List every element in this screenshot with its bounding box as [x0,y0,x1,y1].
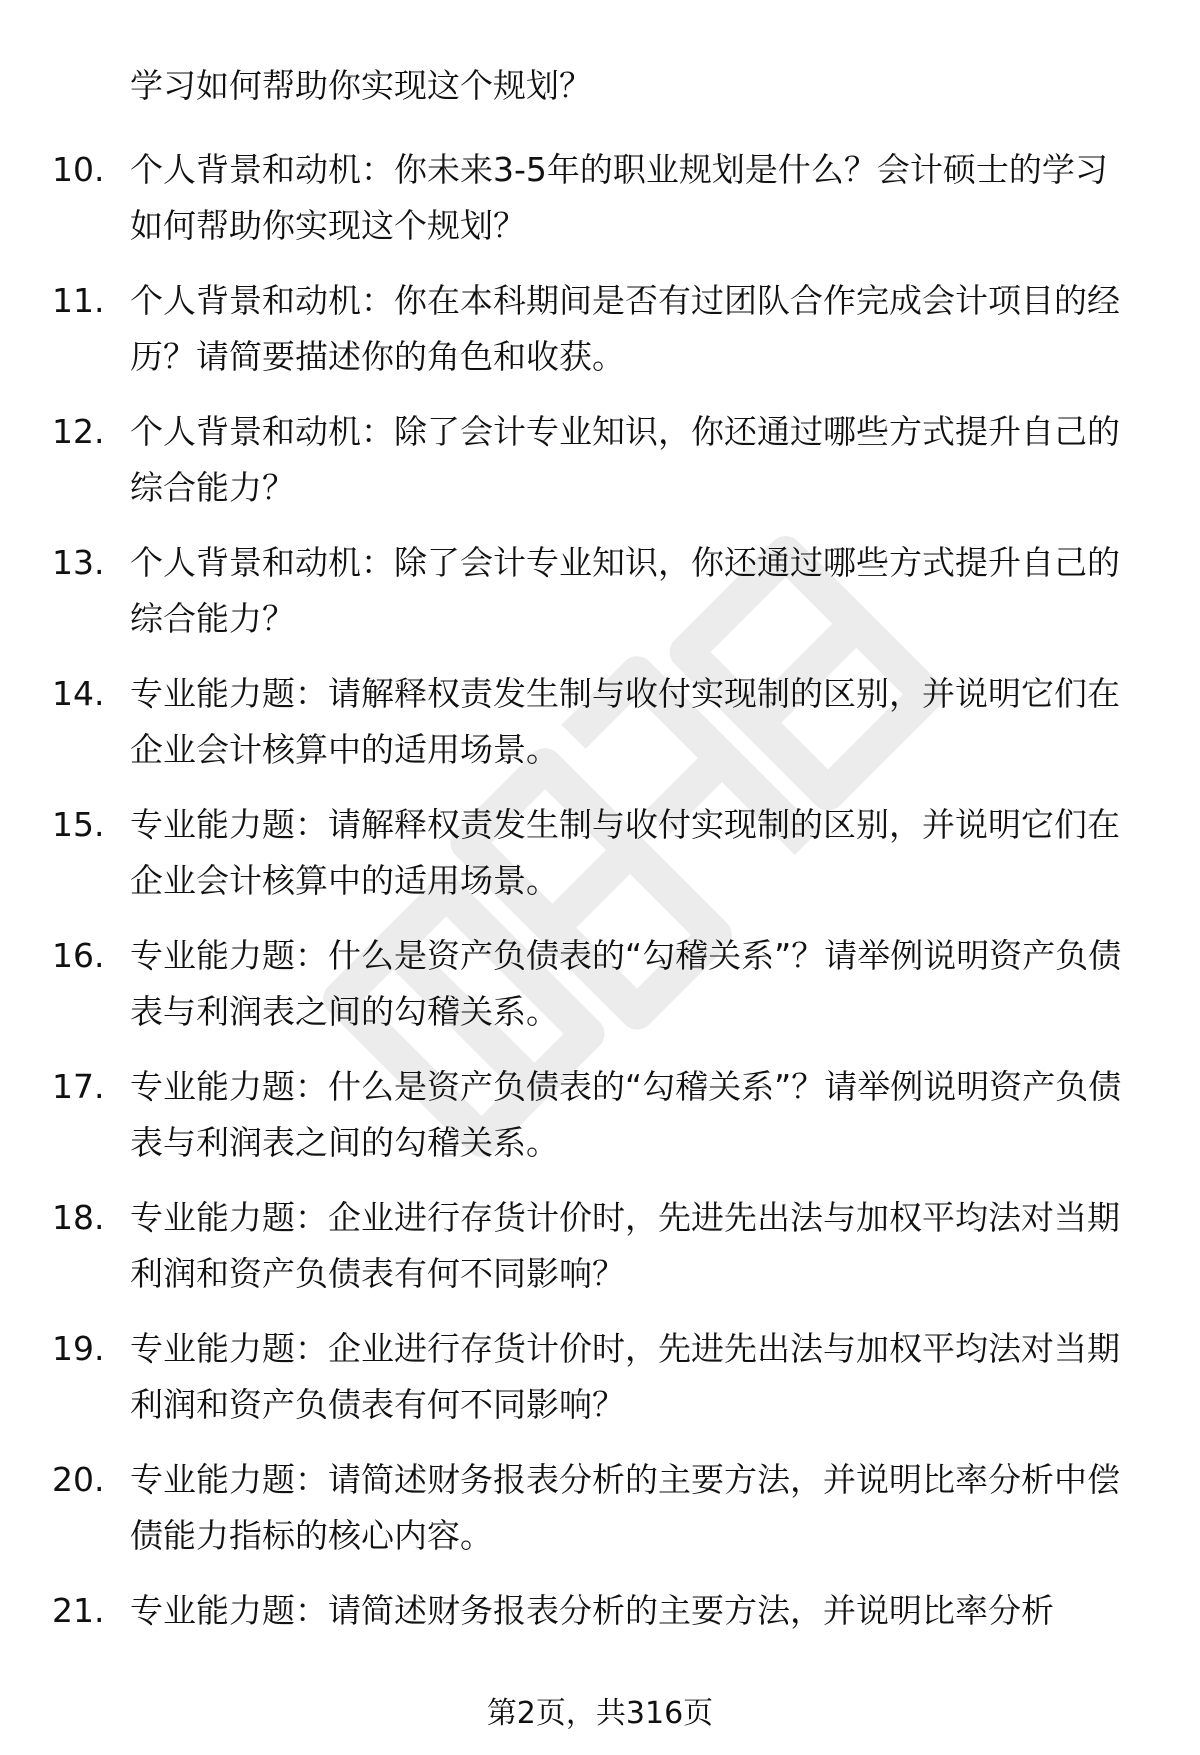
question-number: 11. [52,281,105,320]
question-number: 13. [52,543,105,582]
question-item [0,1190,1200,1321]
question-text: 个人背景和动机：除了会计专业知识，你还通过哪些方式提升自己的综合能力？ [130,543,1120,638]
question-number: 12. [52,412,105,451]
continuation-text: 学习如何帮助你实现这个规划？ [130,66,592,105]
question-text: 个人背景和动机：你未来3-5年的职业规划是什么？会计硕士的学习如何帮助你实现这个规划？ [130,150,1108,245]
question-item [0,404,1200,535]
question-text: 专业能力题：请解释权责发生制与收付实现制的区别，并说明它们在企业会计核算中的适用场景。 [130,674,1120,769]
question-item [0,142,1200,273]
question-item [0,1059,1200,1190]
question-number: 14. [52,674,105,713]
question-number: 17. [52,1067,105,1106]
question-number: 19. [52,1329,105,1368]
question-item [0,535,1200,666]
question-text: 专业能力题：企业进行存货计价时，先进先出法与加权平均法对当期利润和资产负债表有何不同影响？ [130,1329,1120,1424]
question-text: 个人背景和动机：你在本科期间是否有过团队合作完成会计项目的经历？请简要描述你的角色和收获。 [130,281,1120,376]
question-text: 专业能力题：什么是资产负债表的“勾稽关系”？请举例说明资产负债表与利润表之间的勾稽关系。 [130,1067,1122,1162]
question-item [0,1452,1200,1583]
question-text: 专业能力题：请简述财务报表分析的主要方法，并说明比率分析中偿债能力指标的核心内容。 [130,1460,1120,1555]
question-text: 专业能力题：请简述财务报表分析的主要方法，并说明比率分析 [130,1591,1054,1630]
question-number: 10. [52,150,105,189]
question-item [0,797,1200,928]
question-item [0,1321,1200,1452]
question-number: 20. [52,1460,105,1499]
question-list [0,142,1200,1714]
question-number: 15. [52,805,105,844]
question-text: 专业能力题：请解释权责发生制与收付实现制的区别，并说明它们在企业会计核算中的适用场景。 [130,805,1120,900]
question-item [0,928,1200,1059]
question-number: 21. [52,1591,105,1630]
question-text: 专业能力题：什么是资产负债表的“勾稽关系”？请举例说明资产负债表与利润表之间的勾稽关系。 [130,936,1122,1031]
question-number: 16. [52,936,105,975]
question-text: 个人背景和动机：除了会计专业知识，你还通过哪些方式提升自己的综合能力？ [130,412,1120,507]
question-number: 18. [52,1198,105,1237]
page-footer: 第2页，共316页 [486,1696,714,1731]
question-text: 专业能力题：企业进行存货计价时，先进先出法与加权平均法对当期利润和资产负债表有何不同影响？ [130,1198,1120,1293]
question-item [0,666,1200,797]
question-item [0,273,1200,404]
